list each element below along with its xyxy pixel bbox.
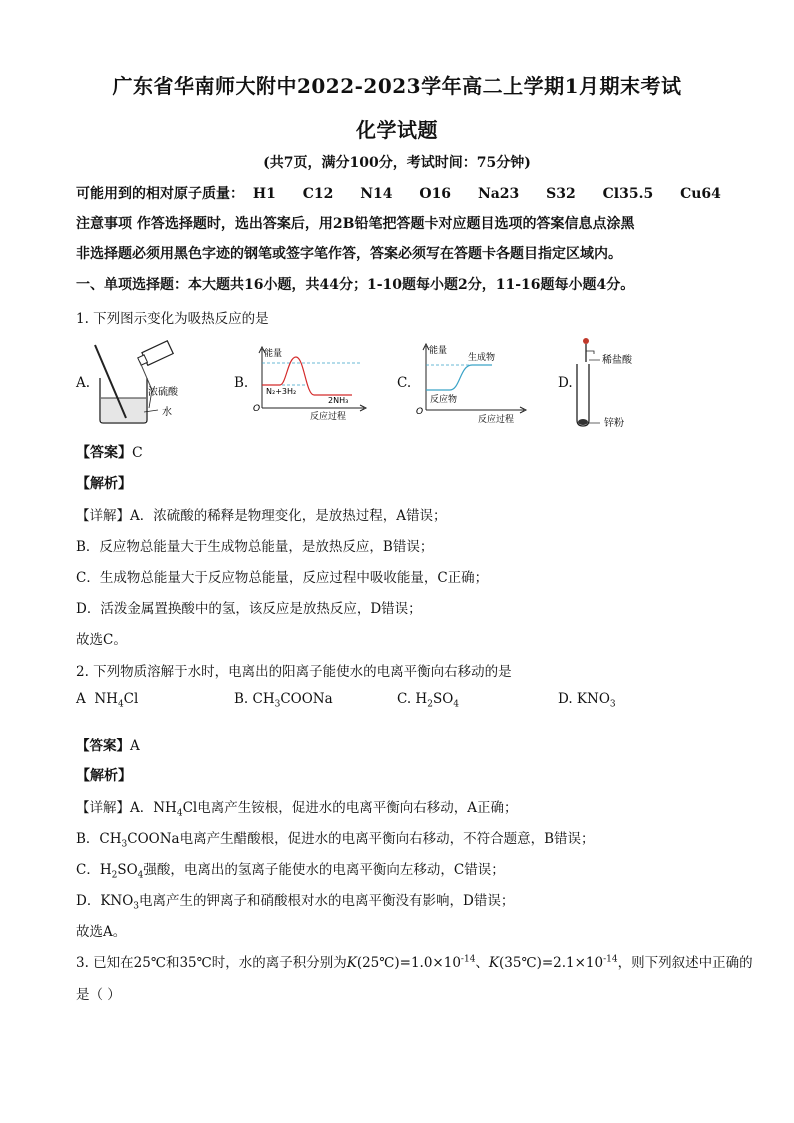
- figure-dilution-beaker: [92, 340, 192, 425]
- q1-answer-tag: 【答案】: [76, 445, 132, 461]
- atomic-mass-o: O16: [419, 186, 452, 202]
- b-origin: O: [253, 404, 261, 414]
- q2-detail-c-prefix: C．H: [76, 862, 112, 878]
- q2-detail-c-sub2: 4: [137, 870, 144, 881]
- figure-energy-exothermic: [252, 343, 372, 423]
- q2-a-prefix: A: [76, 691, 86, 707]
- q1-analysis-tag: 【解析】: [76, 476, 132, 492]
- q2-c-mid: SO: [432, 691, 454, 707]
- label-water: 水: [162, 407, 172, 418]
- q2-detail-c-tail: 强酸，电离出的氢离子能使水的电离平衡向左移动，C错误；: [143, 862, 505, 878]
- q1-stem: 1. 下列图示变化为吸热反应的是: [76, 311, 269, 327]
- q2-detail-a-tail: Cl电离产生铵根，促进水的电离平衡向右移动，A正确；: [182, 800, 518, 816]
- q1-option-a: A.: [76, 375, 91, 391]
- q3-separator: 、: [475, 955, 489, 971]
- q2-detail-d-sub: 3: [133, 901, 140, 912]
- q3-k2-symbol: K: [488, 955, 500, 971]
- atomic-mass-na: Na23: [477, 186, 520, 202]
- label-dilute-hcl: 稀盐酸: [602, 355, 632, 366]
- q3-k2-value: (35℃)=2.1×10: [499, 955, 604, 971]
- q1-answer-value: C: [132, 445, 143, 461]
- q2-c-prefix: C. H: [397, 691, 428, 707]
- c-ylabel: 能量: [429, 346, 448, 356]
- q2-stem: 2. 下列物质溶解于水时，电离出的阳离子能使水的电离平衡向右移动的是: [76, 664, 512, 680]
- figure-test-tube: [572, 334, 662, 432]
- q2-detail-c-mid: SO: [117, 862, 138, 878]
- q2-option-d: [558, 691, 616, 710]
- q2-b-prefix: B. CH: [234, 691, 275, 707]
- b-xlabel: 反应过程: [310, 412, 347, 422]
- page-title: 广东省华南师大附中2022-2023学年高二上学期1月期末考试: [112, 74, 682, 98]
- notice-line-2: 非选择题必须用黑色字迹的钢笔或签字笔作答，答案必须写在答题卡各题目指定区域内。: [76, 246, 622, 262]
- q2-detail-d-prefix: D．KNO: [76, 893, 134, 909]
- figure-energy-endothermic: [412, 340, 532, 425]
- q3-k2-exponent: -14: [603, 954, 618, 965]
- q1-detail-a: 【详解】A．浓硫酸的稀释是物理变化，是放热过程，A错误；: [76, 508, 447, 524]
- q2-c-sub1: 2: [427, 699, 433, 710]
- q2-answer-value: A: [130, 738, 140, 754]
- label-zinc-powder: 锌粉: [604, 418, 624, 429]
- atomic-mass-label: 可能用到的相对原子质量：: [76, 186, 244, 202]
- b-product: 2NH₃: [328, 396, 349, 405]
- q1-answer: [76, 442, 143, 462]
- q2-detail-d-tail: 电离产生的钾离子和硝酸根对水的电离平衡没有影响，D错误；: [139, 893, 515, 909]
- q2-analysis-tag: 【解析】: [76, 768, 132, 784]
- atomic-mass-s: S32: [546, 186, 576, 202]
- q3-stem-line2: 是（ ）: [76, 987, 121, 1003]
- q2-option-b: [234, 691, 333, 710]
- q3-k1-exponent: -14: [460, 954, 476, 965]
- q2-detail-b-sub: 3: [121, 839, 128, 850]
- label-concentrated-h2so4: 浓硫酸: [148, 387, 178, 398]
- atomic-mass-cu: Cu64: [680, 186, 721, 202]
- q2-detail-b-tail: COONa电离产生醋酸根，促进水的电离平衡向右移动，不符合题意，B错误；: [127, 831, 595, 847]
- notice-line-1: 注意事项 作答选择题时，选出答案后，用2B铅笔把答题卡对应题目选项的答案信息点涂黑: [76, 216, 635, 232]
- q2-option-a: [76, 691, 138, 710]
- q1-detail-b: B．反应物总能量大于生成物总能量，是放热反应，B错误；: [76, 539, 434, 555]
- q2-detail-a: [76, 796, 517, 819]
- atomic-mass-line: [76, 183, 743, 203]
- exam-info: (共7页，满分100分，考试时间：75分钟): [263, 155, 531, 171]
- q3-intro: 3. 已知在25℃和35℃时，水的离子积分别为: [76, 955, 347, 971]
- q2-detail-c-sub1: 2: [111, 870, 118, 881]
- atomic-mass-cl: Cl35.5: [602, 186, 654, 202]
- q2-option-c: [397, 691, 459, 710]
- atomic-mass-c: C12: [302, 186, 334, 202]
- q2-a-tail: Cl: [123, 691, 139, 707]
- atomic-mass-h: H1: [252, 186, 276, 202]
- b-reactant: N₂+3H₂: [266, 387, 297, 396]
- c-xlabel: 反应过程: [478, 415, 515, 425]
- c-product: 生成物: [468, 353, 496, 363]
- q1-option-c: C.: [397, 375, 412, 391]
- q3-stem-line1: [76, 951, 753, 971]
- q2-a-main: NH: [94, 691, 118, 707]
- atomic-mass-n: N14: [360, 186, 393, 202]
- q2-b-tail: COONa: [280, 691, 333, 707]
- q1-option-d: D.: [558, 375, 573, 391]
- q2-b-sub: 3: [274, 699, 281, 710]
- q2-conclusion: 故选A。: [76, 924, 127, 940]
- q1-detail-d: D．活泼金属置换酸中的氢，该反应是放热反应，D错误；: [76, 601, 422, 617]
- q2-answer: [76, 734, 140, 754]
- q2-detail-a-prefix: 【详解】A．NH: [76, 800, 177, 816]
- q3-k1-value: (25℃)=1.0×10: [356, 955, 461, 971]
- q2-detail-a-sub: 4: [176, 808, 183, 819]
- page-subtitle: 化学试题: [356, 118, 438, 142]
- q2-detail-b: [76, 827, 595, 850]
- c-reactant: 反应物: [430, 395, 458, 405]
- q2-detail-b-prefix: B．CH: [76, 831, 122, 847]
- q1-option-b: B.: [234, 375, 249, 391]
- q2-detail-c: [76, 858, 505, 881]
- q1-conclusion: 故选C。: [76, 632, 127, 648]
- q3-k1-symbol: K: [346, 955, 357, 971]
- q2-d-prefix: D. KNO: [558, 691, 610, 707]
- b-ylabel: 能量: [264, 349, 283, 359]
- q2-c-sub2: 4: [453, 699, 460, 710]
- section-heading: 一、单项选择题：本大题共16小题，共44分；1-10题每小题2分，11-16题每小题4分。: [76, 277, 635, 293]
- q3-tail: ，则下列叙述中正确的: [617, 955, 753, 971]
- q2-a-sub: 4: [117, 699, 124, 710]
- q2-answer-tag: 【答案】: [76, 738, 130, 754]
- q1-detail-c: C．生成物总能量大于反应物总能量，反应过程中吸收能量，C正确；: [76, 570, 489, 586]
- q2-detail-d: [76, 889, 514, 912]
- q2-d-sub: 3: [609, 699, 616, 710]
- c-origin: O: [416, 407, 424, 417]
